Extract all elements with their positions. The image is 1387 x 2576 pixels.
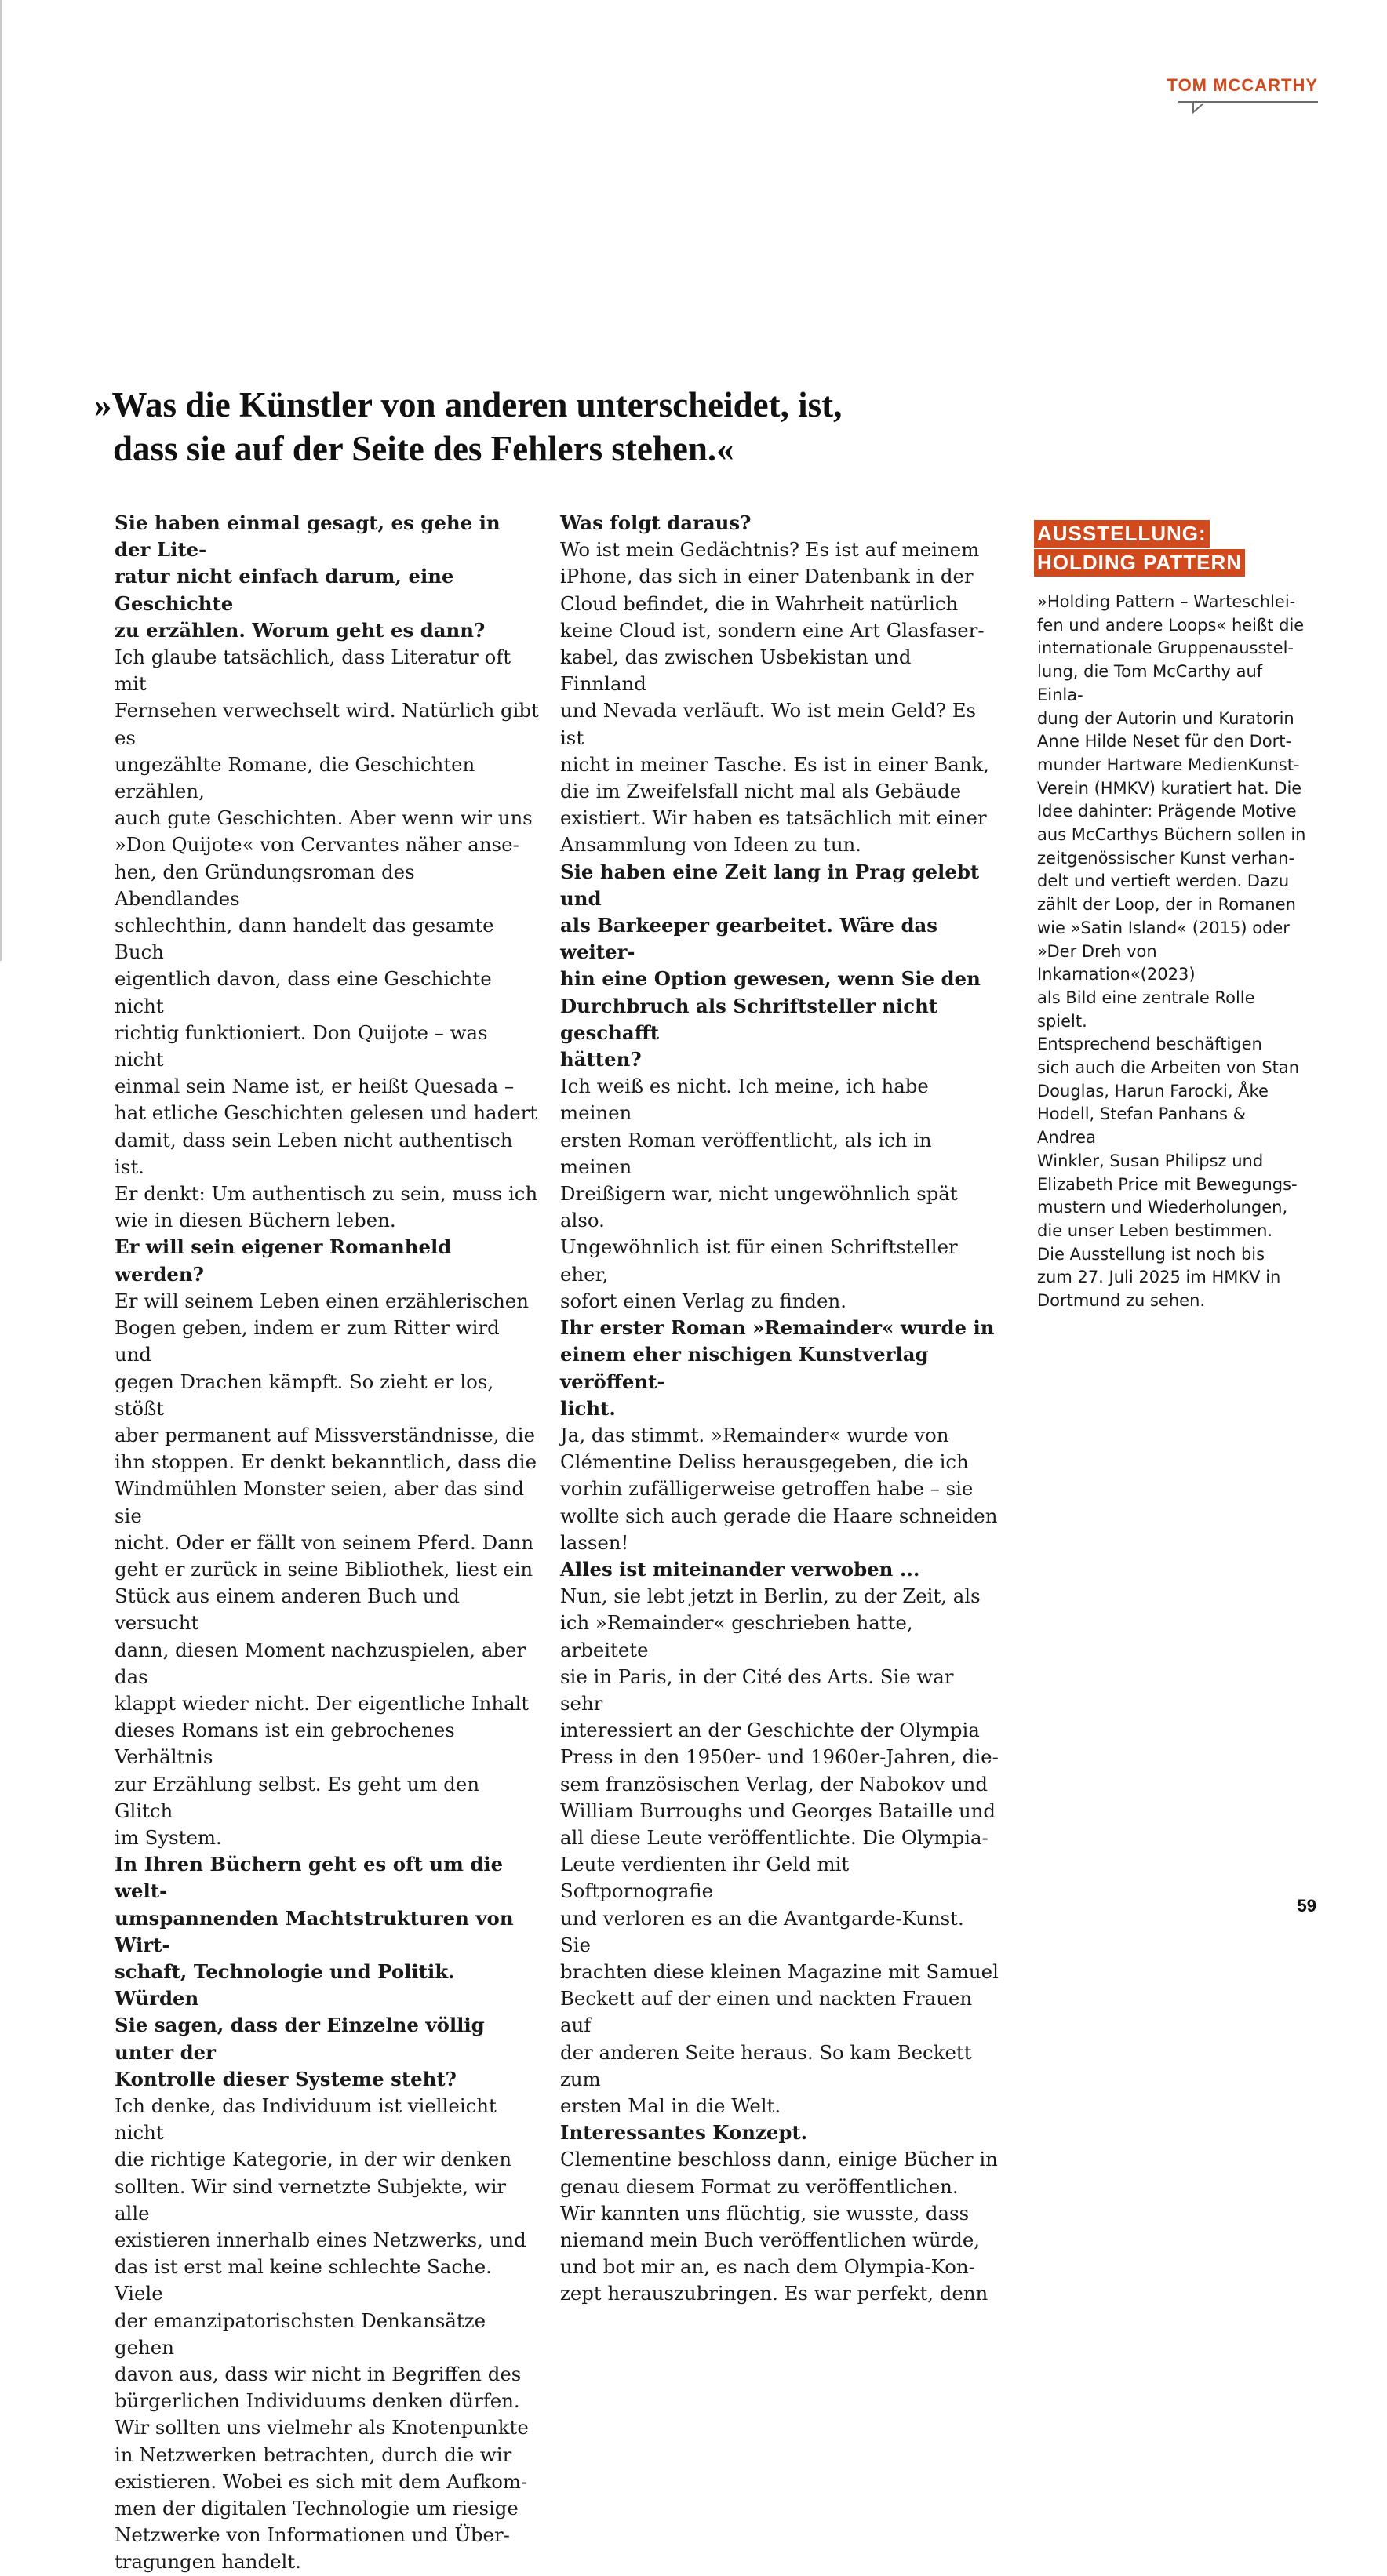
interview-answer: Nun, sie lebt jetzt in Berlin, zu der Zeit, als ich »Remainder« geschrieben hatte, arbeitete sie in Paris, in der Cité des Arts. Sie war sehr interessiert an der Geschichte der Olympia Press in den 1950er- und 1960er-Jahren, die- sem französischen Verlag, der Nabokov und William Burroughs und Georges Bataille und all diese Leute veröffentlichte. Die Olympia- Leute verdienten ihr Geld mit Softpornografie und verloren es an die Avantgarde-Kunst. Sie brachten diese kleinen Magazine mit Samuel Beckett auf der einen und nackten Frauen auf der anderen Seite heraus. So kam Beckett zum ersten Mal in die Welt. [560,1585,999,2117]
interview-answer: Wo ist mein Gedächtnis? Es ist auf meinem iPhone, das sich in einer Datenbank in der Cloud befindet, die in Wahrheit natürlich keine Cloud ist, sondern eine Art Glasfaser- kabel, das zwischen Usbekistan und Finnland und Nevada verläuft. Wo ist mein Geld? Es ist nicht in meiner Tasche. Es ist in einer Bank, die im Zweifelsfall nicht mal als Gebäude existiert. Wir haben es tatsächlich mit einer Ansammlung von Ideen zu tun. [560,538,990,857]
sidebar-body-text: »Holding Pattern – Warteschlei- fen und andere Loops« heißt die internationale Gruppenausstel- lung, die Tom McCarthy auf Einla- dung der Autorin und Kuratorin Anne Hilde Neset für den Dort- munder Hartware MedienKunst- Verein (HMKV) kuratiert hat. Die Idee dahinter: Prägende Motive aus McCarthys Büchern sollen in zeitgenössischer Kunst verhan- delt und vertieft werden. Dazu zählt der Loop, der in Romanen wie »Satin Island« (2015) oder »Der Dreh von Inkarnation«(2023) als Bild eine zentrale Rolle spielt. Entsprechend beschäftigen sich auch die Arbeiten von Stan Douglas, Harun Farocki, Åke Hodell, Stefan Panhans & Andrea Winkler, Susan Philipsz und Elizabeth Price mit Bewegungs- mustern und Wiederholungen, die unser Leben bestimmen. Die Ausstellung ist noch bis zum 27. Juli 2025 im HMKV in Dortmund zu sehen. [1037,592,1306,1311]
interview-answer: Ja, das stimmt. »Remainder« wurde von Clémentine Deliss herausgegeben, die ich vorhin zufälligerweise getroffen habe – sie wollte sich auch gerade die Haare schneiden lassen! [560,1423,998,1554]
interview-column-middle [560,510,999,2308]
interview-answer: Ich glaube tatsächlich, dass Literatur oft mit Fernsehen verwechselt wird. Natürlich gibt es ungezählte Romane, die Geschichten erzählen, auch gute Geschichten. Aber wenn wir uns »Don Quijote« von Cervantes näher anse- hen, den Gründungsroman des Abendlandes schlechthin, dann handelt das gesamte Buch eigentlich davon, dass eine Geschichte nicht richtig funktioniert. Don Quijote – was nicht einmal sein Name ist, er heißt Quesada – hat etliche Geschichten gelesen und hadert damit, dass sein Leben nicht authentisch ist. Er denkt: Um authentisch zu sein, muss ich wie in diesen Büchern leben. [115,646,539,1232]
page-number: 59 [1297,1896,1316,1916]
interview-column-left [115,510,542,2576]
author-running-head: TOM MCCARTHY [1167,75,1318,95]
interview-question: In Ihren Büchern geht es oft um die welt- umspannenden Machtstrukturen von Wirt- schaft, Technologie und Politik. Würden Sie sagen, dass der Einzelne völlig unter der Kontrolle dieser Systeme steht? [115,1853,514,2090]
sidebar-heading-line-1: AUSSTELLUNG: [1034,520,1210,548]
running-head-pointer [1192,103,1207,114]
pull-quote [94,383,957,471]
sidebar-heading [1034,520,1245,578]
page-edge-rule [0,0,2,961]
interview-question: Alles ist miteinander verwoben ... [560,1557,920,1581]
interview-answer: Clementine beschloss dann, einige Bücher in genau diesem Format zu veröffentlichen. Wir kannten uns flüchtig, sie wusste, dass niemand mein Buch veröffentlichen würde, und bot mir an, es nach dem Olympia-Kon- zept herauszubringen. Es war perfekt, denn [560,2148,998,2305]
interview-question: Sie haben eine Zeit lang in Prag gelebt und als Barkeeper gearbeitet. Wäre das weiter- hin eine Option gewesen, wenn Sie den Durchbruch als Schriftsteller nicht geschafft hätten? [560,860,981,1072]
interview-question: Er will sein eigener Romanheld werden? [115,1235,452,1286]
interview-question: Was folgt daraus? [560,511,752,534]
interview-question: Interessantes Konzept. [560,2121,808,2145]
interview-question: Sie haben einmal gesagt, es gehe in der Lite- ratur nicht einfach darum, eine Geschichte zu erzählen. Worum geht es dann? [115,511,501,642]
pull-quote-line-1: »Was die Künstler von anderen unterscheidet, ist, [94,385,843,424]
sidebar-heading-line-2: HOLDING PATTERN [1034,549,1245,577]
interview-answer: Er will seinem Leben einen erzählerischen Bogen geben, indem er zum Ritter wird und gegen Drachen kämpft. So zieht er los, stößt aber permanent auf Missverständnisse, die ihn stoppen. Er denkt bekanntlich, dass die Windmühlen Monster seien, aber das sind sie nicht. Oder er fällt von seinem Pferd. Dann geht er zurück in seine Bibliothek, liest ein Stück aus einem anderen Buch und versucht dann, diesen Moment nachzuspielen, aber das klappt wieder nicht. Der eigentliche Inhalt dieses Romans ist ein gebrochenes Verhältnis zur Erzählung selbst. Es geht um den Glitch im System. [115,1289,537,1849]
interview-answer: Ich denke, das Individuum ist vielleicht nicht die richtige Kategorie, in der wir denken sollten. Wir sind vernetzte Subjekte, wir alle existieren innerhalb eines Netzwerks, und das ist erst mal keine schlechte Sache. Viele der emanzipatorischsten Denkansätze gehen davon aus, dass wir nicht in Begriffen des bürgerlichen Individuums denken dürfen. Wir sollten uns vielmehr als Knotenpunkte in Netzwerken betrachten, durch die wir existieren. Wobei es sich mit dem Aufkom- men der digitalen Technologie um riesige Netzwerke von Informationen und Über- tragungen handelt. [115,2094,529,2574]
interview-answer: Ich weiß es nicht. Ich meine, ich habe meinen ersten Roman veröffentlicht, als ich in meinen Dreißigern war, nicht ungewöhnlich spät also. Ungewöhnlich ist für einen Schriftsteller eher, sofort einen Verlag zu finden. [560,1075,958,1312]
pull-quote-line-2: dass sie auf der Seite des Fehlers stehen.« [113,429,734,468]
interview-question: Ihr erster Roman »Remainder« wurde in einem eher nischigen Kunstverlag veröffent- licht. [560,1316,995,1420]
